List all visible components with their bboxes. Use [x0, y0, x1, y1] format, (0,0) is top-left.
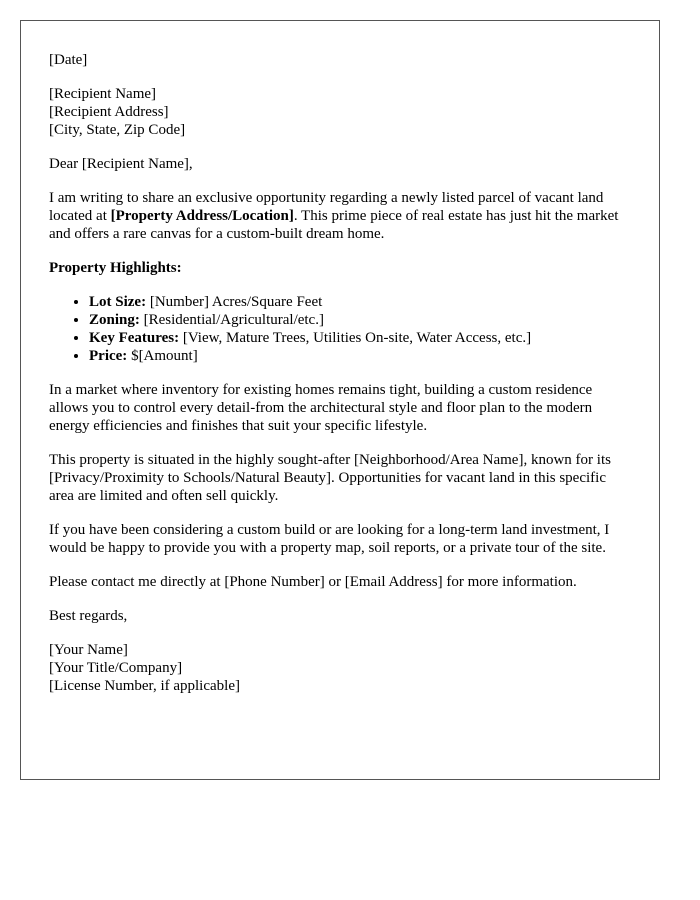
market-paragraph: In a market where inventory for existing homes remains tight, building a custom residence allows you to control every detail-from the architectural style and floor plan to the modern energy efficiencies and finishes that suit your specific lifestyle. — [49, 382, 593, 434]
highlight-label: Price: — [89, 348, 128, 364]
intro-text-end: . This prime piece of real estate has just hit the market and offers a rare canvas for a custom-built dream home. — [49, 208, 619, 242]
highlight-label: Key Features: — [89, 330, 180, 346]
sender-license: [License Number, if applicable] — [49, 678, 240, 694]
sender-title-company: [Your Title/Company] — [49, 660, 183, 676]
list-item — [89, 329, 631, 347]
list-item — [89, 293, 631, 311]
list-item — [89, 347, 631, 365]
highlight-value: $[Amount] — [127, 348, 198, 364]
intro-text-start: I am writing to share an exclusive opportunity regarding a newly listed parcel of vacant land located at — [49, 190, 604, 224]
signature-block — [49, 641, 631, 695]
recipient-address: [Recipient Address] — [49, 104, 169, 120]
highlight-label: Lot Size: — [89, 294, 147, 310]
location-paragraph: This property is situated in the highly sought-after [Neighborhood/Area Name], known for its [Privacy/Proximity to Schools/Natural Beauty]. Opportunities for vacant land in this specific area are limited and often sell quickly. — [49, 452, 611, 504]
intro-paragraph — [49, 189, 631, 243]
property-location: [Property Address/Location] — [110, 208, 294, 224]
recipient-name: [Recipient Name] — [49, 86, 157, 102]
contact-paragraph: Please contact me directly at [Phone Number] or [Email Address] for more information. — [49, 574, 577, 590]
highlight-value: [View, Mature Trees, Utilities On-site, Water Access, etc.] — [179, 330, 532, 346]
salutation: Dear [Recipient Name], — [49, 156, 193, 172]
sender-name: [Your Name] — [49, 642, 128, 658]
highlights-list — [49, 293, 631, 365]
recipient-block — [49, 85, 631, 139]
list-item — [89, 311, 631, 329]
date-line: [Date] — [49, 52, 88, 68]
highlight-value: [Number] Acres/Square Feet — [146, 294, 323, 310]
closing-line: Best regards, — [49, 608, 128, 624]
recipient-city-state-zip: [City, State, Zip Code] — [49, 122, 186, 138]
offer-paragraph: If you have been considering a custom build or are looking for a long-term land investment, I would be happy to provide you with a property map, soil reports, or a private tour of the site. — [49, 522, 610, 556]
letter-page — [20, 20, 660, 780]
highlight-value: [Residential/Agricultural/etc.] — [139, 312, 324, 328]
highlights-heading: Property Highlights: — [49, 260, 182, 276]
highlight-label: Zoning: — [89, 312, 140, 328]
